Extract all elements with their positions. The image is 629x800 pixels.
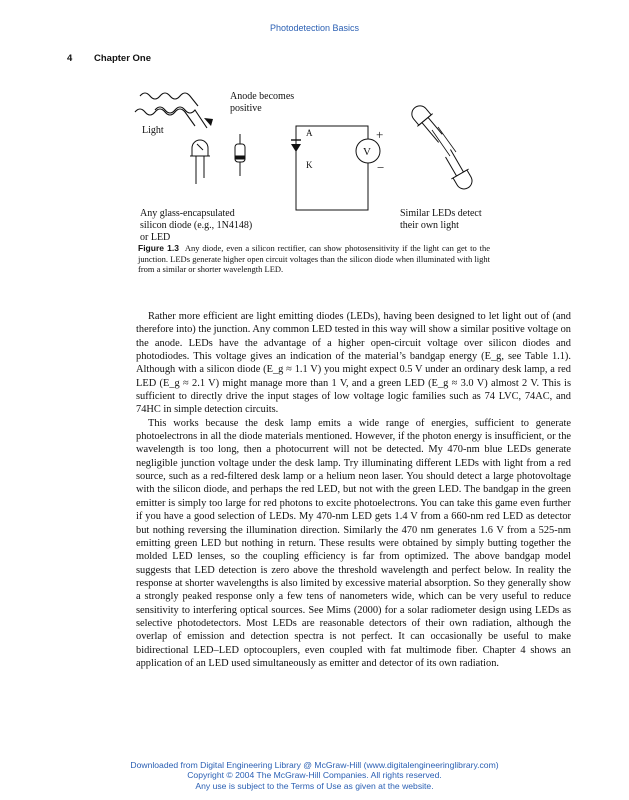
caption-label: Figure 1.3 xyxy=(138,243,179,253)
figure-1-3-diagram xyxy=(120,82,500,242)
footer-line-2: Copyright © 2004 The McGraw-Hill Companies. All rights reserved. xyxy=(187,770,442,781)
running-header: Photodetection Basics xyxy=(269,23,360,33)
footer xyxy=(0,760,629,791)
detector-led-icon xyxy=(438,146,476,192)
footer-line-3: Any use is subject to the Terms of Use as given at the website. xyxy=(195,780,434,791)
paragraph-2: This works because the desk lamp emits a wide range of energies, sufficient to generate photoelectrons in all the diode materials mentioned. However, if the photon energy is insufficient, or the wavelength is too long, then a photocurrent will not be detected. My 470-nm blue LEDs generate negligible junction voltage under the desk lamp. Try illuminating different LEDs with light from a red source, such as a red-filtered desk lamp or a helium neon laser. You should detect a large photovoltage with the silicon diode, and perhaps the red LED, but not with the green LED. The bandgap in the green emitter is simply too large for red photons to excite photoelectrons. You can take this game even further if you have a good selection of LEDs. My 470-nm LED gets 1.4 V from a 660-nm red LED as detector but nothing reversing the illumination direction. Similarly the 470 nm generates 1.6 V from a 525-nm emitting green LED but nothing in return. These results were obtained by simply butting together the molded LED lenses, so the coupling efficiency is far from optimized. The above bandgap model suggests that LED detection is zero above the threshold wavelength and perfect below. In reality the response at shorter wavelengths is also limited by excessive material absorption. So they generally show a strongly peaked response only a few tens of nanometers wide, which can be very useful to reduce sensitivity to interfering optical sources. See Mims (2000) for a solar radiometer design using LEDs as selective photodetectors. Most LEDs are reasonable detectors of their own radiation, although the overlap of emission and detection spectra is not perfect. It can occasionally be useful to make bidirectional LED–LED optocouplers, even coupled with fat multimode fiber. Chapter 4 shows an application of an LED used simultaneously as emitter and detector of its own radiation. xyxy=(136,417,571,669)
page-number: 4 xyxy=(67,53,73,64)
left-note-line3: or LED xyxy=(140,232,171,242)
anode-label-line2: positive xyxy=(230,103,262,114)
figure-caption xyxy=(138,243,490,275)
chapter-title: Chapter One xyxy=(94,53,152,64)
caption-text: Any diode, even a silicon rectifier, can show photosensitivity if the light can get to the junction. LEDs generate higher open circuit voltages than the silicon diode when illuminated with light from a similar or shorter wavelength LED. xyxy=(138,243,491,275)
led-icon xyxy=(190,140,210,184)
voltmeter-plus: + xyxy=(376,127,384,142)
glass-diode-icon xyxy=(235,134,245,176)
cathode-k-label: K xyxy=(306,160,313,170)
light-rays-icon xyxy=(135,93,207,128)
light-label: Light xyxy=(142,125,164,136)
voltmeter-minus: − xyxy=(377,160,385,175)
right-note-line1: Similar LEDs detect xyxy=(400,208,482,219)
footer-line-1: Downloaded from Digital Engineering Library @ McGraw-Hill (www.digitalengineeringlibrary.com) xyxy=(130,760,499,770)
left-note-line1: Any glass-encapsulated xyxy=(140,208,235,219)
left-note-line2: silicon diode (e.g., 1N4148) xyxy=(140,220,253,231)
paragraph-1: Rather more efficient are light emitting diodes (LEDs), having been designed to let light out of (and therefore into) the junction. Any common LED tested in this way will show a similar positive voltage on the anode. LEDs have the advantage of a higher open-circuit voltage over silicon diodes and photodiodes. This voltage gives an indication of the material’s bandgap energy (E_g, see Table 1.1). Although with a silicon diode (E_g ≈ 1.1 V) you might expect 0.5 V under an ordinary desk lamp, a red LED (E_g ≈ 2.1 V) might manage more than 1 V, and a green LED (E_g ≈ 3.0 V) almost 2 V. This is sufficient to directly drive the input stages of low voltage logic families such as 74 LVC, 74AC, and 74HC in simple detection circuits. xyxy=(136,311,571,416)
anode-label-line1: Anode becomes xyxy=(230,91,295,102)
emitter-led-icon xyxy=(407,101,449,146)
diode-symbol-icon xyxy=(291,140,301,156)
light-between-leds xyxy=(432,127,456,156)
anode-a-label: A xyxy=(306,128,313,138)
body-text xyxy=(136,310,571,670)
right-note-line2: their own light xyxy=(400,220,459,231)
voltmeter-v-label: V xyxy=(363,146,371,158)
